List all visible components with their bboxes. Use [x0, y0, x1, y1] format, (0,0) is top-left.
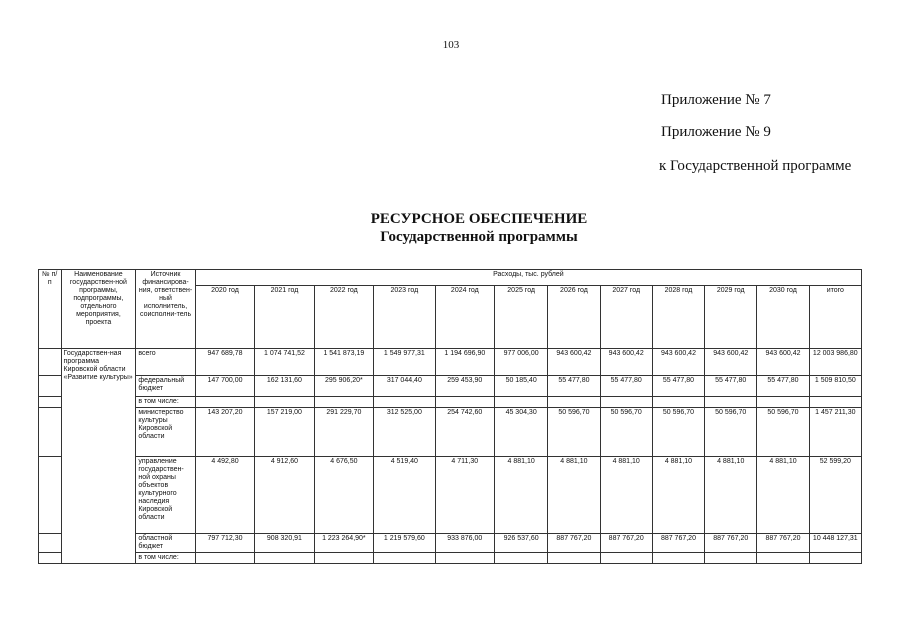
header-year: 2024 год	[435, 286, 494, 349]
value-cell: 295 906,20*	[314, 376, 373, 397]
total-cell: 10 448 127,31	[809, 534, 861, 553]
value-cell: 317 044,40	[374, 376, 435, 397]
value-cell: 143 207,20	[195, 408, 254, 457]
header-number: № п/п	[39, 270, 62, 349]
value-cell: 943 600,42	[600, 349, 652, 376]
value-cell	[652, 397, 704, 408]
value-cell: 943 600,42	[705, 349, 757, 376]
value-cell: 50 185,40	[495, 376, 548, 397]
value-cell	[757, 553, 809, 564]
value-cell: 4 881,10	[705, 457, 757, 534]
value-cell: 50 596,70	[705, 408, 757, 457]
total-cell	[809, 397, 861, 408]
header-expenses: Расходы, тыс. рублей	[195, 270, 861, 286]
value-cell: 4 912,60	[255, 457, 314, 534]
table-row	[39, 457, 862, 534]
total-cell	[809, 553, 861, 564]
header-year: 2025 год	[495, 286, 548, 349]
value-cell: 926 537,60	[495, 534, 548, 553]
value-cell: 977 006,00	[495, 349, 548, 376]
value-cell: 887 767,20	[600, 534, 652, 553]
header-year: 2022 год	[314, 286, 373, 349]
header-name: Наименование государствен-ной программы, подпрограммы, отдельного мероприятия, проекта	[61, 270, 136, 349]
value-cell	[195, 397, 254, 408]
value-cell: 947 689,78	[195, 349, 254, 376]
value-cell: 45 304,30	[495, 408, 548, 457]
value-cell: 4 492,80	[195, 457, 254, 534]
value-cell: 50 596,70	[600, 408, 652, 457]
appendix-line-2: Приложение № 9	[661, 124, 771, 140]
source-cell: областной бюджет	[136, 534, 195, 553]
value-cell: 4 881,10	[652, 457, 704, 534]
total-cell: 1 509 810,50	[809, 376, 861, 397]
header-year: 2030 год	[757, 286, 809, 349]
value-cell: 55 477,80	[705, 376, 757, 397]
value-cell: 1 074 741,52	[255, 349, 314, 376]
value-cell: 4 881,10	[495, 457, 548, 534]
value-cell	[374, 553, 435, 564]
row-number-cell	[39, 534, 62, 553]
value-cell: 797 712,30	[195, 534, 254, 553]
table-row	[39, 534, 862, 553]
value-cell: 50 596,70	[757, 408, 809, 457]
value-cell	[652, 553, 704, 564]
value-cell: 312 525,00	[374, 408, 435, 457]
header-year: 2027 год	[600, 286, 652, 349]
program-name-cell: Государствен-ная программа Кировской области «Развитие культуры»	[61, 349, 136, 564]
value-cell: 887 767,20	[705, 534, 757, 553]
value-cell: 50 596,70	[548, 408, 600, 457]
value-cell: 259 453,90	[435, 376, 494, 397]
value-cell: 1 223 264,90*	[314, 534, 373, 553]
value-cell	[255, 553, 314, 564]
source-cell: министерство культуры Кировской области	[136, 408, 195, 457]
value-cell: 908 320,91	[255, 534, 314, 553]
value-cell	[548, 397, 600, 408]
value-cell: 4 711,30	[435, 457, 494, 534]
value-cell	[548, 553, 600, 564]
table-row	[39, 349, 862, 376]
value-cell: 943 600,42	[548, 349, 600, 376]
header-year: 2026 год	[548, 286, 600, 349]
value-cell: 4 881,10	[600, 457, 652, 534]
value-cell	[435, 397, 494, 408]
value-cell: 1 194 696,90	[435, 349, 494, 376]
value-cell: 147 700,00	[195, 376, 254, 397]
page-number: 103	[442, 39, 460, 51]
appendix-line-3: к Государственной программе	[659, 158, 852, 174]
value-cell	[495, 397, 548, 408]
header-year: 2020 год	[195, 286, 254, 349]
value-cell	[600, 553, 652, 564]
header-year: 2021 год	[255, 286, 314, 349]
value-cell: 4 676,50	[314, 457, 373, 534]
value-cell: 162 131,60	[255, 376, 314, 397]
total-cell: 1 457 211,30	[809, 408, 861, 457]
value-cell: 1 219 579,60	[374, 534, 435, 553]
resource-table	[38, 269, 862, 564]
value-cell	[435, 553, 494, 564]
document-title: РЕСУРСНОЕ ОБЕСПЕЧЕНИЕ	[370, 211, 588, 227]
row-number-cell	[39, 408, 62, 457]
source-cell: федеральный бюджет	[136, 376, 195, 397]
value-cell: 55 477,80	[652, 376, 704, 397]
value-cell	[757, 397, 809, 408]
header-total: итого	[809, 286, 861, 349]
value-cell	[600, 397, 652, 408]
header-year: 2028 год	[652, 286, 704, 349]
value-cell: 887 767,20	[548, 534, 600, 553]
value-cell: 943 600,42	[652, 349, 704, 376]
table-row	[39, 397, 862, 408]
header-year: 2023 год	[374, 286, 435, 349]
source-cell: всего	[136, 349, 195, 376]
value-cell	[374, 397, 435, 408]
value-cell: 55 477,80	[757, 376, 809, 397]
header-source: Источник финансирова-ния, ответствен-ный исполнитель, соисполни-тель	[136, 270, 195, 349]
value-cell: 887 767,20	[652, 534, 704, 553]
value-cell: 1 549 977,31	[374, 349, 435, 376]
value-cell: 4 881,10	[757, 457, 809, 534]
row-number-cell	[39, 376, 62, 397]
source-cell: в том числе:	[136, 397, 195, 408]
value-cell: 50 596,70	[652, 408, 704, 457]
source-cell: управление государствен-ной охраны объектов культурного наследия Кировской области	[136, 457, 195, 534]
value-cell: 943 600,42	[757, 349, 809, 376]
value-cell: 55 477,80	[600, 376, 652, 397]
value-cell: 887 767,20	[757, 534, 809, 553]
value-cell: 1 541 873,19	[314, 349, 373, 376]
row-number-cell	[39, 397, 62, 408]
appendix-line-1: Приложение № 7	[661, 92, 771, 108]
value-cell	[195, 553, 254, 564]
value-cell	[705, 553, 757, 564]
value-cell	[255, 397, 314, 408]
total-cell: 52 599,20	[809, 457, 861, 534]
value-cell: 291 229,70	[314, 408, 373, 457]
total-cell: 12 003 986,80	[809, 349, 861, 376]
value-cell: 4 881,10	[548, 457, 600, 534]
value-cell: 254 742,60	[435, 408, 494, 457]
value-cell: 933 876,00	[435, 534, 494, 553]
table-row	[39, 553, 862, 564]
value-cell: 4 519,40	[374, 457, 435, 534]
value-cell: 157 219,00	[255, 408, 314, 457]
table-row	[39, 408, 862, 457]
value-cell	[705, 397, 757, 408]
table-row	[39, 376, 862, 397]
row-number-cell	[39, 349, 62, 376]
header-year: 2029 год	[705, 286, 757, 349]
value-cell	[314, 553, 373, 564]
value-cell	[495, 553, 548, 564]
source-cell: в том числе:	[136, 553, 195, 564]
value-cell: 55 477,80	[548, 376, 600, 397]
row-number-cell	[39, 553, 62, 564]
row-number-cell	[39, 457, 62, 534]
document-subtitle: Государственной программы	[380, 229, 578, 245]
value-cell	[314, 397, 373, 408]
